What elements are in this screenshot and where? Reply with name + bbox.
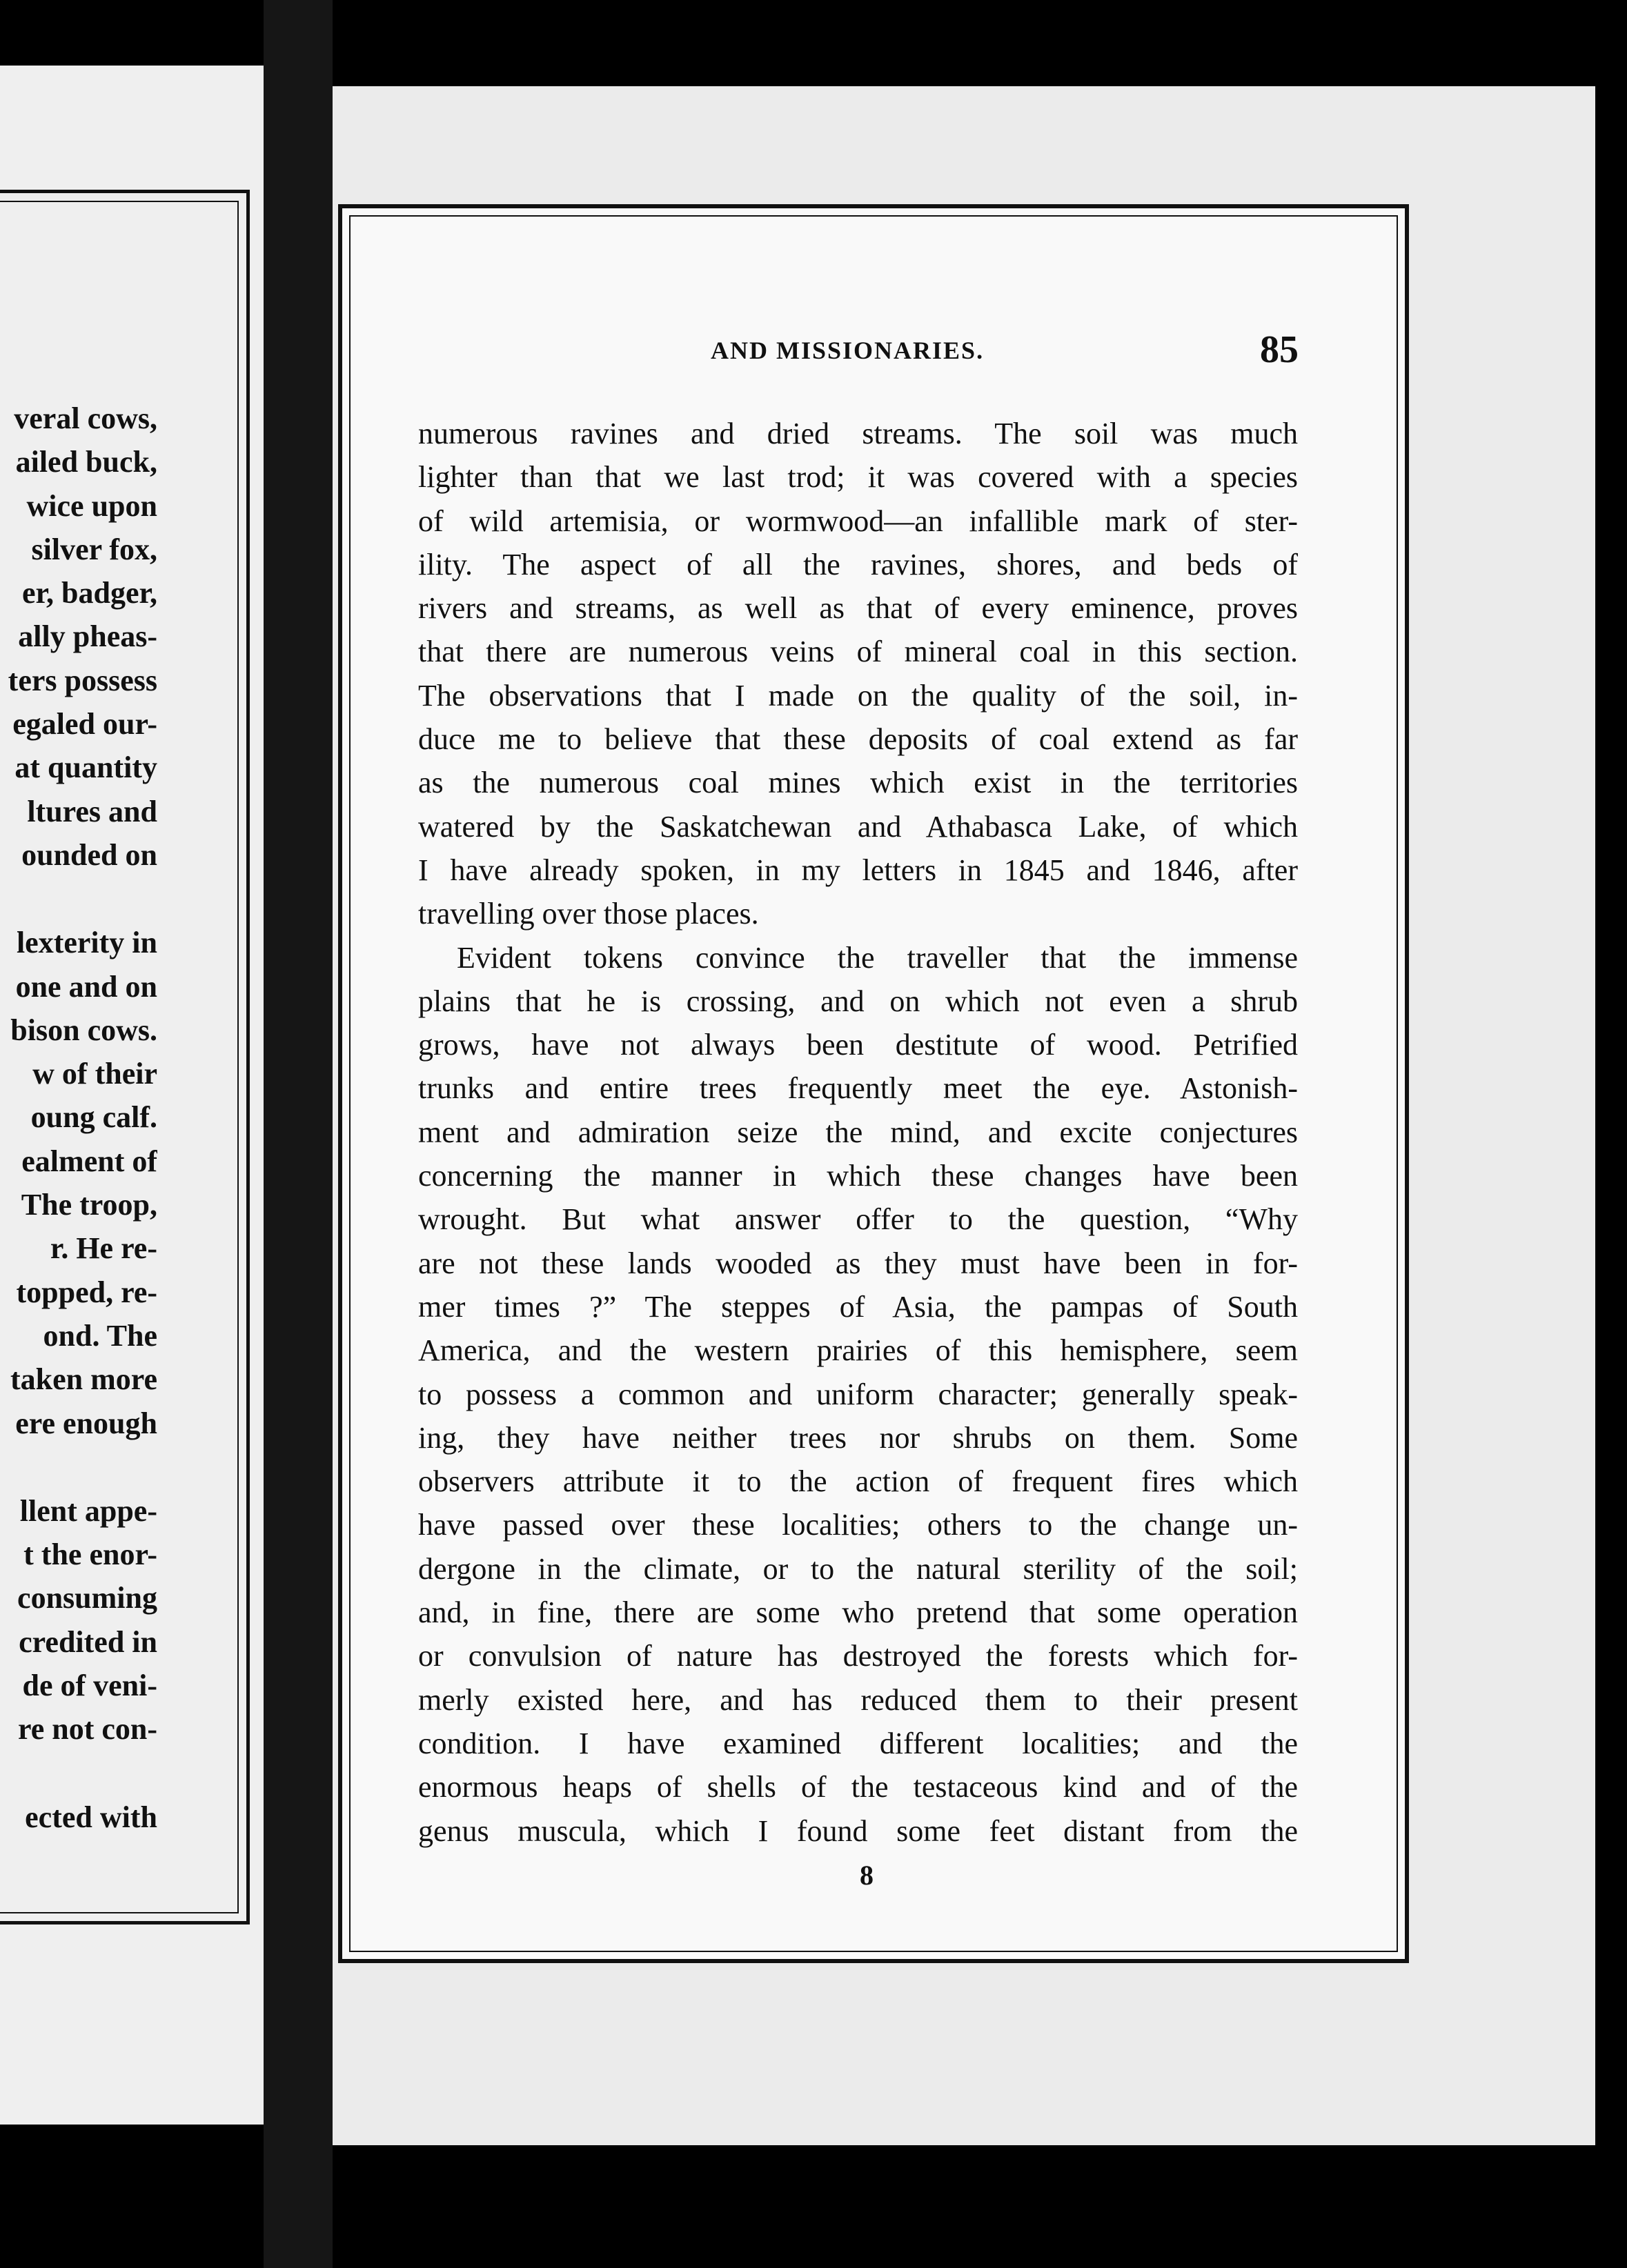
- left-line: lexterity in: [16, 926, 157, 960]
- left-line: bison cows.: [10, 1013, 157, 1047]
- text-line: duce me to believe that these deposits of coal extend as far: [418, 722, 1298, 757]
- text-line: condition. I have examined different localities; and the: [418, 1726, 1298, 1760]
- text-line: lighter than that we last trod; it was covered with a species: [418, 460, 1298, 495]
- left-line: [0, 1751, 157, 1796]
- book-gutter: [264, 0, 333, 2268]
- left-line: w of their: [32, 1057, 157, 1091]
- left-line: topped, re-: [16, 1275, 157, 1309]
- text-line: concerning the manner in which these changes have been: [418, 1159, 1298, 1193]
- left-line: er, badger,: [22, 576, 157, 610]
- left-line: ailed buck,: [15, 445, 157, 479]
- left-line: ected with: [25, 1800, 157, 1834]
- text-line: genus muscula, which I found some feet distant from the: [418, 1813, 1298, 1848]
- text-line: mer times ?” The steppes of Asia, the pampas of South: [418, 1289, 1298, 1324]
- text-line: observers attribute it to the action of frequent fires which: [418, 1464, 1298, 1499]
- left-line: ere enough: [15, 1406, 157, 1440]
- text-line: ility. The aspect of all the ravines, shores, and beds of: [418, 547, 1298, 581]
- text-line: have passed over these localities; others to the change un-: [418, 1508, 1298, 1542]
- text-line: of wild artemisia, or wormwood—an infallible mark of ster-: [418, 504, 1298, 538]
- left-line: one and on: [15, 969, 157, 1004]
- left-line: egaled our-: [12, 707, 157, 742]
- text-line: I have already spoken, in my letters in 1845 and 1846, after: [418, 853, 1298, 887]
- left-line: [0, 1445, 157, 1489]
- body-text: [418, 412, 1298, 1853]
- text-line: as the numerous coal mines which exist in the territories: [418, 766, 1298, 800]
- left-line: ters possess: [8, 663, 157, 697]
- text-line: ing, they have neither trees nor shrubs on them. Some: [418, 1420, 1298, 1455]
- left-line: consuming: [17, 1581, 157, 1615]
- text-line: are not these lands wooded as they must have been in for-: [418, 1246, 1298, 1280]
- left-line: The troop,: [21, 1188, 157, 1222]
- text-line: and, in fine, there are some who pretend that some operation: [418, 1595, 1298, 1630]
- left-line: silver fox,: [31, 532, 157, 566]
- text-line: America, and the western prairies of this hemisphere, seem: [418, 1333, 1298, 1368]
- left-line: oung calf.: [30, 1100, 157, 1135]
- running-head: AND MISSIONARIES.: [711, 337, 985, 364]
- text-line: plains that he is crossing, and on which not even a shrub: [418, 984, 1298, 1018]
- left-page-text: [0, 397, 157, 1839]
- text-line: or convulsion of nature has destroyed the forests which for-: [418, 1639, 1298, 1673]
- left-line: de of veni-: [22, 1669, 157, 1703]
- text-line: travelling over those places.: [418, 897, 759, 931]
- text-line: grows, have not always been destitute of wood. Petrified: [418, 1028, 1298, 1062]
- text-line: numerous ravines and dried streams. The soil was much: [418, 417, 1298, 450]
- left-line: wice upon: [26, 488, 157, 523]
- text-line: The observations that I made on the quality of the soil, in-: [418, 678, 1298, 713]
- text-line: ment and admiration seize the mind, and excite conjectures: [418, 1115, 1298, 1149]
- text-line: Evident tokens convince the traveller that the immense: [457, 940, 1298, 975]
- left-line: re not con-: [17, 1712, 157, 1747]
- text-line: merly existed here, and has reduced them to their present: [418, 1682, 1298, 1717]
- left-line: [0, 877, 157, 921]
- left-line: at quantity: [14, 750, 157, 785]
- text-line: to possess a common and uniform character; generally speak-: [418, 1377, 1298, 1411]
- left-page-fragment: [0, 66, 264, 2125]
- left-line: credited in: [19, 1624, 157, 1659]
- left-line: t the enor-: [23, 1538, 157, 1572]
- text-line: watered by the Saskatchewan and Athabasca Lake, of which: [418, 809, 1298, 844]
- text-line: dergone in the climate, or to the natural sterility of the soil;: [418, 1551, 1298, 1586]
- left-line: veral cows,: [14, 401, 157, 435]
- text-line: wrought. But what answer offer to the question, “Why: [418, 1202, 1298, 1237]
- left-line: ally pheas-: [18, 619, 157, 654]
- text-line: rivers and streams, as well as that of every eminence, proves: [418, 591, 1298, 626]
- text-line: trunks and entire trees frequently meet the eye. Astonish-: [418, 1071, 1298, 1106]
- left-line: ond. The: [43, 1318, 157, 1353]
- text-line: enormous heaps of shells of the testaceous kind and of the: [418, 1770, 1298, 1804]
- left-line: taken more: [10, 1362, 157, 1397]
- left-line: ltures and: [27, 794, 157, 828]
- signature-mark: 8: [860, 1860, 874, 1891]
- left-line: r. He re-: [50, 1231, 157, 1266]
- text-line: that there are numerous veins of mineral coal in this section.: [418, 635, 1298, 669]
- left-line: llent appe-: [19, 1493, 157, 1528]
- left-line: ealment of: [21, 1144, 157, 1178]
- left-line: ounded on: [21, 837, 157, 872]
- page-number: 85: [1260, 328, 1299, 371]
